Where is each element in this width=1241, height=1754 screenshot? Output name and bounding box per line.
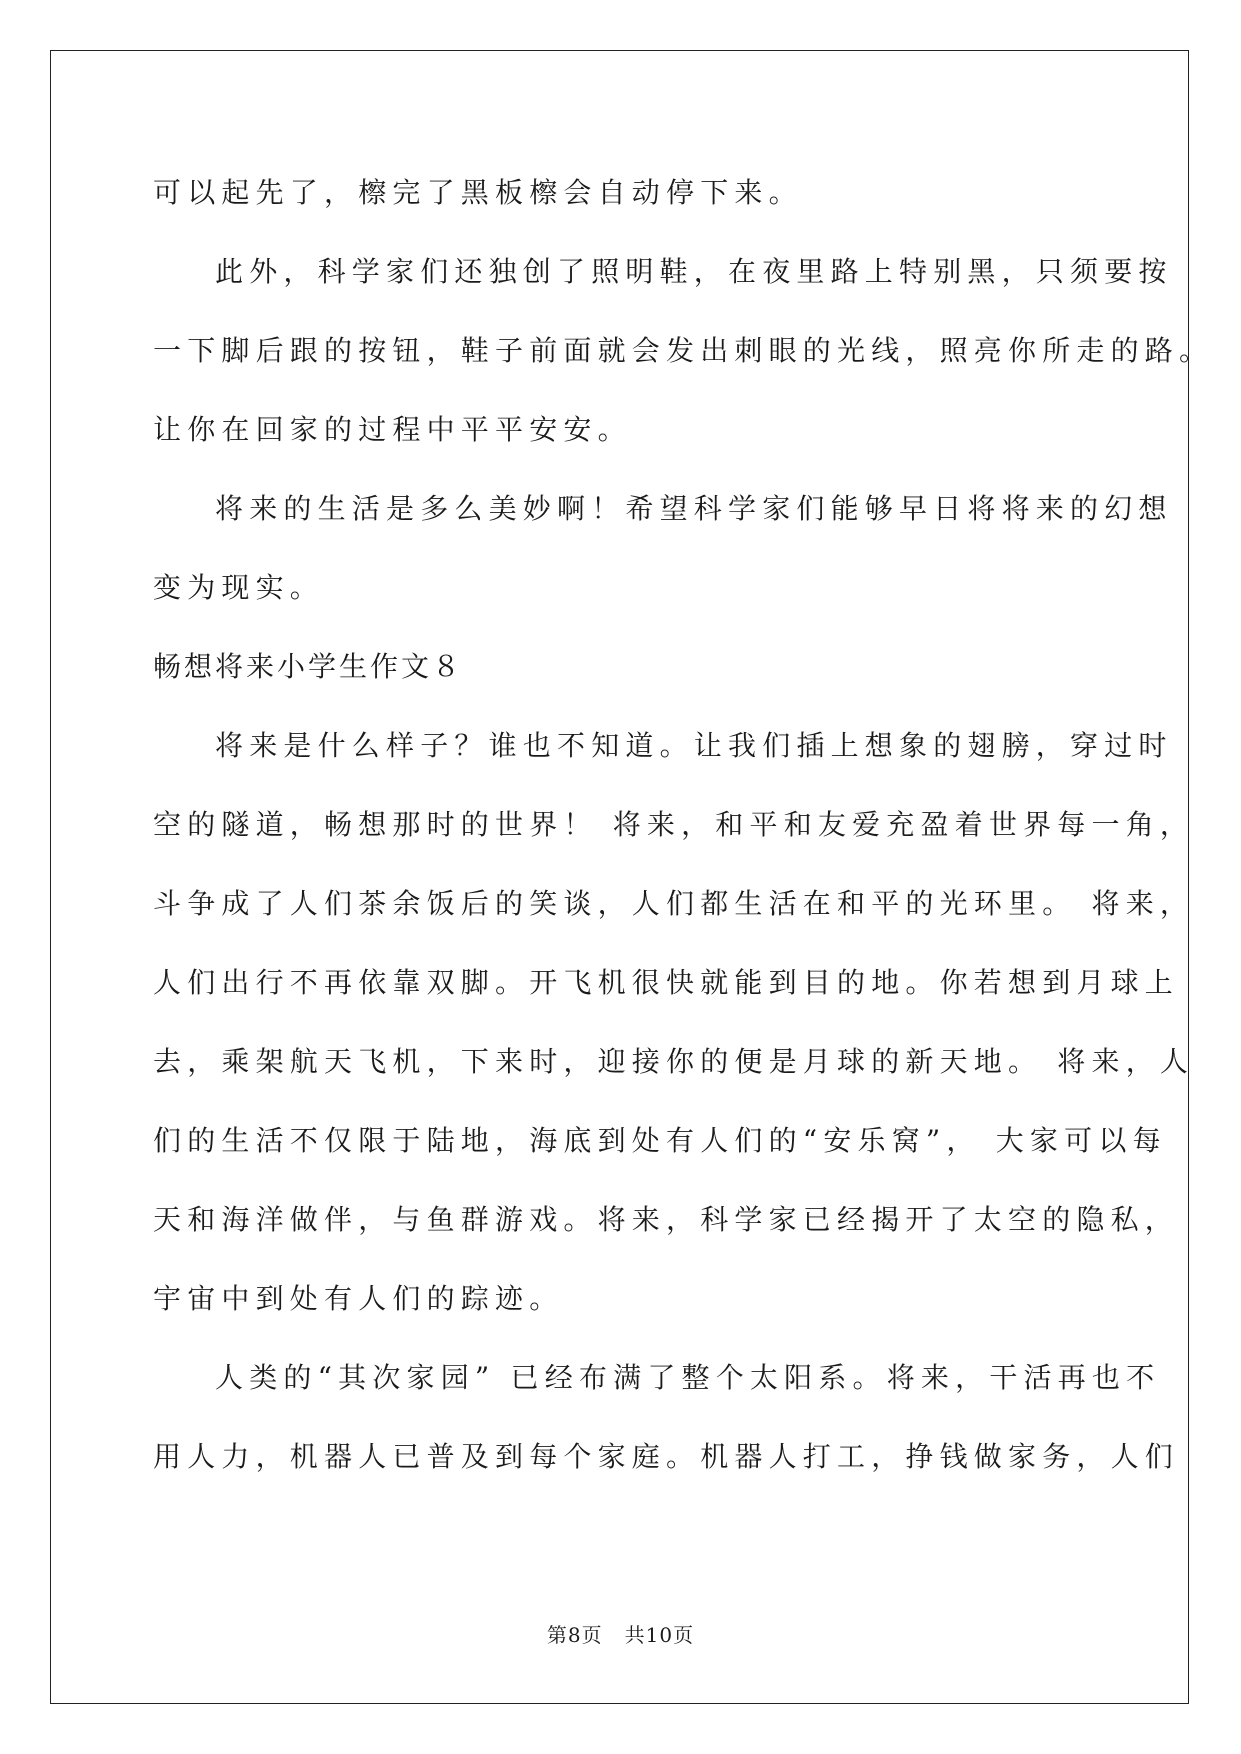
paragraph-line: 去，乘架航天飞机，下来时，迎接你的便是月球的新天地。 将来，人 [153, 1045, 1195, 1078]
paragraph-line: 用人力，机器人已普及到每个家庭。机器人打工，挣钱做家务，人们 [153, 1440, 1180, 1473]
paragraph-line: 此外，科学家们还独创了照明鞋，在夜里路上特别黑，只须要按 [215, 255, 1173, 288]
paragraph-line: 斗争成了人们茶余饭后的笑谈，人们都生活在和平的光环里。 将来， [153, 887, 1195, 920]
page-number: 第8页 [546, 1623, 603, 1647]
page-footer [0, 1622, 1241, 1648]
paragraph-line: 天和海洋做伴，与鱼群游戏。将来，科学家已经揭开了太空的隐私， [153, 1203, 1180, 1236]
paragraph-line: 们的生活不仅限于陆地，海底到处有人们的“安乐窝”， 大家可以每 [153, 1124, 1167, 1157]
paragraph-line: 一下脚后跟的按钮，鞋子前面就会发出刺眼的光线，照亮你所走的路。 [153, 334, 1214, 367]
paragraph-line: 宇宙中到处有人们的踪迹。 [153, 1282, 564, 1315]
paragraph-line: 让你在回家的过程中平平安安。 [153, 413, 632, 446]
paragraph-line: 人类的“其次家园” 已经布满了整个太阳系。将来，干活再也不 [215, 1361, 1161, 1394]
paragraph-line: 将来的生活是多么美妙啊！希望科学家们能够早日将将来的幻想 [215, 492, 1173, 525]
paragraph-line: 可以起先了，檫完了黑板檫会自动停下来。 [153, 176, 803, 209]
page-total: 共10页 [624, 1623, 695, 1647]
paragraph-line: 变为现实。 [153, 571, 325, 604]
paragraph-line: 人们出行不再依靠双脚。开飞机很快就能到目的地。你若想到月球上 [153, 966, 1180, 999]
paragraph-line: 空的隧道，畅想那时的世界！ 将来，和平和友爱充盈着世界每一角， [153, 808, 1195, 841]
section-heading: 畅想将来小学生作文８ [153, 650, 464, 683]
paragraph-line: 将来是什么样子？谁也不知道。让我们插上想象的翅膀，穿过时 [215, 729, 1173, 762]
